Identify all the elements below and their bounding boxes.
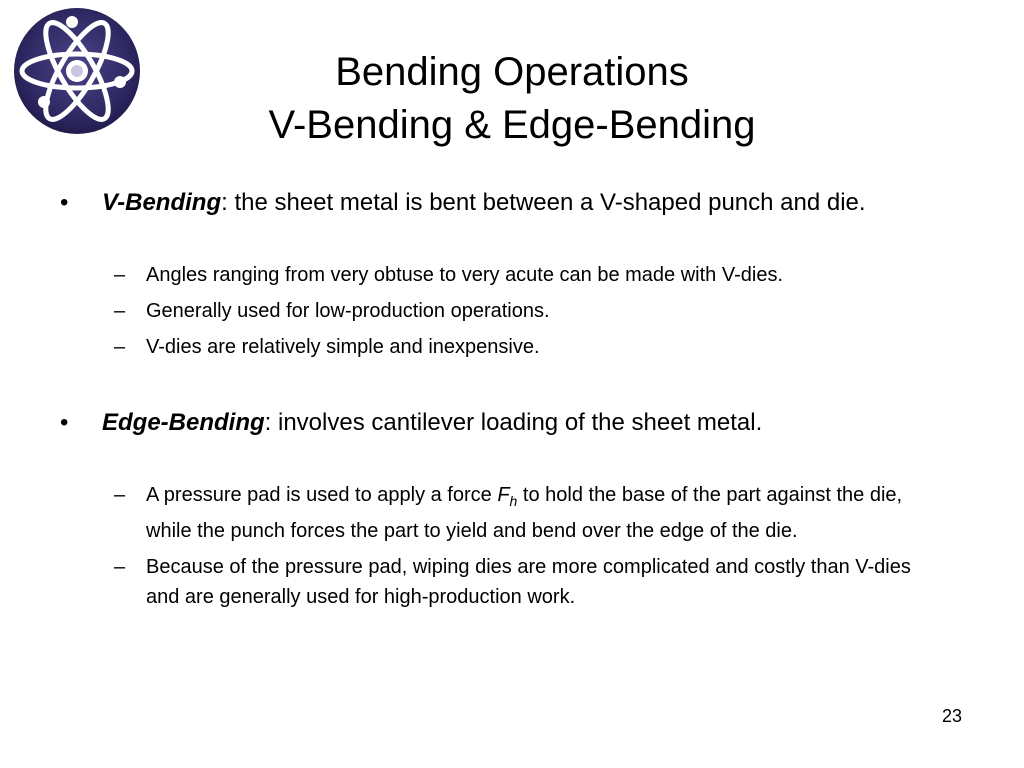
bullet-v-bending [60, 186, 970, 220]
bullet-term: Edge-Bending [102, 409, 265, 436]
sub-bullet-text-after: to hold the base of the part against the die, while the punch forces the part to yield and bend over the edge of the die. [146, 484, 903, 542]
sub-bullet-text: Angles ranging from very obtuse to very acute can be made with V-dies. [146, 264, 784, 286]
dash-marker: – [114, 484, 126, 506]
force-subscript: h [509, 493, 518, 509]
dash-marker: – [114, 336, 126, 358]
bullet-marker: • [60, 189, 69, 216]
slide-body [60, 186, 970, 612]
sub-bullet [60, 480, 930, 546]
sub-bullet [60, 332, 930, 362]
sub-bullet-text: V-dies are relatively simple and inexpensive. [146, 336, 540, 358]
sub-bullet [60, 296, 930, 326]
title-line-1: Bending Operations [335, 50, 689, 94]
dash-marker: – [114, 300, 126, 322]
bullet-text: : the sheet metal is bent between a V-shaped punch and die. [221, 189, 866, 216]
sub-bullet-text: Generally used for low-production operations. [146, 300, 550, 322]
dash-marker: – [114, 556, 126, 578]
force-symbol: F [497, 484, 510, 506]
atom-icon [12, 6, 142, 136]
sub-bullet [60, 260, 930, 290]
page-number: 23 [941, 706, 962, 726]
dash-marker: – [114, 264, 126, 286]
title-line-2: V-Bending & Edge-Bending [268, 103, 756, 147]
bullet-term: V-Bending [102, 189, 222, 216]
bullet-marker: • [60, 409, 69, 436]
sub-bullet [60, 552, 930, 612]
sub-bullet-text-before: A pressure pad is used to apply a force [146, 484, 498, 506]
slide-title [140, 46, 884, 152]
sub-bullet-text: Because of the pressure pad, wiping dies are more complicated and costly than V-dies and are generally used for high-production work. [146, 556, 911, 608]
bullet-edge-bending [60, 406, 970, 440]
bullet-text: : involves cantilever loading of the sheet metal. [264, 409, 763, 436]
atom-logo [12, 6, 142, 136]
